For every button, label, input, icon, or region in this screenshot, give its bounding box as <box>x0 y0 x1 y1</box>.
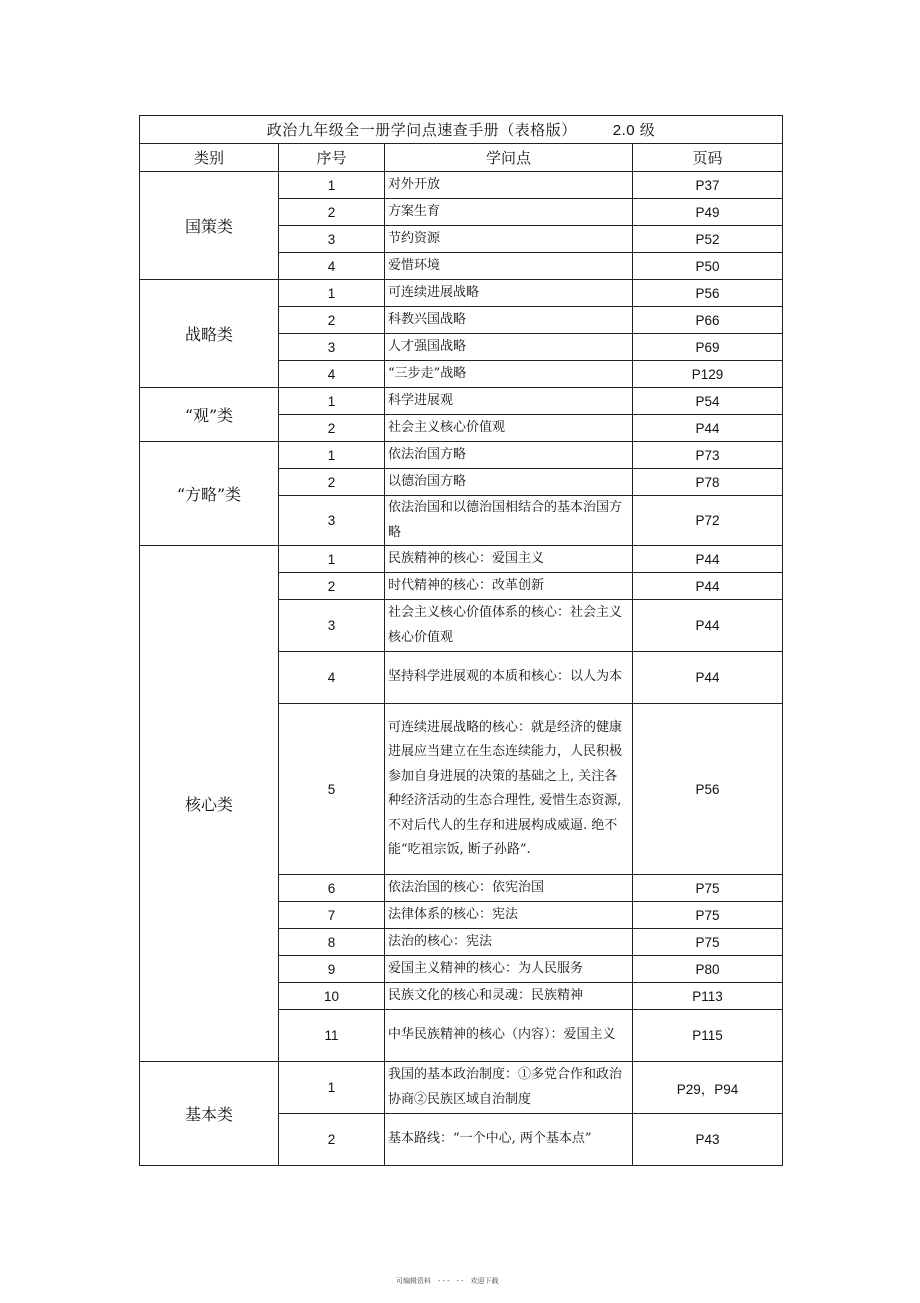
page-cell: P43 <box>633 1114 783 1166</box>
number-cell: 1 <box>279 1062 385 1114</box>
page-cell: P44 <box>633 546 783 573</box>
knowledge-cell: 可连续进展战略的核心：就是经济的健康进展应当建立在生态连续能力，人民积极参加自身进展的决策的基础之上, 关注各种经济活动的生态合理性, 爱惜生态资源, 不对后代人的生存和进展构成威逼. 绝不能“吃祖宗饭, 断子孙路”. <box>385 704 633 875</box>
category-cell: “观”类 <box>140 388 279 442</box>
knowledge-cell: 法律体系的核心：宪法 <box>385 902 633 929</box>
knowledge-cell: 中华民族精神的核心（内容）：爱国主义 <box>385 1010 633 1062</box>
category-cell: 战略类 <box>140 280 279 388</box>
knowledge-cell: 社会主义核心价值观 <box>385 415 633 442</box>
number-cell: 8 <box>279 929 385 956</box>
knowledge-cell: 民族文化的核心和灵魂：民族精神 <box>385 983 633 1010</box>
number-cell: 4 <box>279 652 385 704</box>
page-cell: P75 <box>633 929 783 956</box>
knowledge-cell: 可连续进展战略 <box>385 280 633 307</box>
knowledge-cell: 坚持科学进展观的本质和核心：以人为本 <box>385 652 633 704</box>
table-version: 2.0 级 <box>612 122 656 139</box>
header-row <box>140 144 783 172</box>
page-cell: P49 <box>633 199 783 226</box>
knowledge-cell: 爱惜环境 <box>385 253 633 280</box>
page-cell: P80 <box>633 956 783 983</box>
knowledge-cell: 科教兴国战略 <box>385 307 633 334</box>
knowledge-cell: 以德治国方略 <box>385 469 633 496</box>
number-cell: 1 <box>279 546 385 573</box>
page-cell: P56 <box>633 704 783 875</box>
page-cell: P50 <box>633 253 783 280</box>
number-cell: 3 <box>279 600 385 652</box>
number-cell: 2 <box>279 307 385 334</box>
page-cell: P44 <box>633 415 783 442</box>
number-cell: 2 <box>279 199 385 226</box>
number-cell: 1 <box>279 442 385 469</box>
title-row <box>140 116 783 144</box>
category-cell: 基本类 <box>140 1062 279 1166</box>
table-title-text: 政治九年级全一册学问点速查手册（表格版） <box>266 121 577 139</box>
page-cell: P72 <box>633 496 783 546</box>
table-title <box>140 116 783 144</box>
knowledge-cell: 对外开放 <box>385 172 633 199</box>
knowledge-table <box>139 115 783 1166</box>
knowledge-cell: 科学进展观 <box>385 388 633 415</box>
knowledge-cell: 我国的基本政治制度：①多党合作和政治协商②民族区域自治制度 <box>385 1062 633 1114</box>
page-cell: P69 <box>633 334 783 361</box>
knowledge-cell: 节约资源 <box>385 226 633 253</box>
page-cell: P56 <box>633 280 783 307</box>
knowledge-cell: 人才强国战略 <box>385 334 633 361</box>
number-cell: 2 <box>279 415 385 442</box>
knowledge-cell: 依法治国和以德治国相结合的基本治国方略 <box>385 496 633 546</box>
number-cell: 3 <box>279 496 385 546</box>
page-cell: P115 <box>633 1010 783 1062</box>
page-cell: P75 <box>633 902 783 929</box>
knowledge-cell: 民族精神的核心：爱国主义 <box>385 546 633 573</box>
number-cell: 6 <box>279 875 385 902</box>
number-cell: 10 <box>279 983 385 1010</box>
number-cell: 1 <box>279 172 385 199</box>
number-cell: 9 <box>279 956 385 983</box>
table-row <box>140 280 783 307</box>
number-cell: 4 <box>279 361 385 388</box>
knowledge-cell: 依法治国方略 <box>385 442 633 469</box>
knowledge-cell: 时代精神的核心：改革创新 <box>385 573 633 600</box>
number-cell: 2 <box>279 573 385 600</box>
table-row <box>140 442 783 469</box>
page-cell: P52 <box>633 226 783 253</box>
table-row <box>140 1062 783 1114</box>
table-row <box>140 172 783 199</box>
number-cell: 3 <box>279 226 385 253</box>
header-page: 页码 <box>633 144 783 172</box>
number-cell: 4 <box>279 253 385 280</box>
table-row <box>140 546 783 573</box>
header-number: 序号 <box>279 144 385 172</box>
page-cell: P29，P94 <box>633 1062 783 1114</box>
page-cell: P37 <box>633 172 783 199</box>
page-cell: P44 <box>633 600 783 652</box>
page-cell: P113 <box>633 983 783 1010</box>
knowledge-cell: 方案生育 <box>385 199 633 226</box>
header-category: 类别 <box>140 144 279 172</box>
knowledge-cell: 爱国主义精神的核心：为人民服务 <box>385 956 633 983</box>
page-cell: P73 <box>633 442 783 469</box>
header-knowledge-point: 学问点 <box>385 144 633 172</box>
number-cell: 11 <box>279 1010 385 1062</box>
number-cell: 3 <box>279 334 385 361</box>
knowledge-cell: “三步走”战略 <box>385 361 633 388</box>
number-cell: 2 <box>279 469 385 496</box>
number-cell: 1 <box>279 280 385 307</box>
category-cell: 核心类 <box>140 546 279 1062</box>
page-cell: P129 <box>633 361 783 388</box>
knowledge-cell: 依法治国的核心：依宪治国 <box>385 875 633 902</box>
page-cell: P75 <box>633 875 783 902</box>
number-cell: 5 <box>279 704 385 875</box>
knowledge-cell: 法治的核心：宪法 <box>385 929 633 956</box>
category-cell: 国策类 <box>140 172 279 280</box>
page-cell: P44 <box>633 573 783 600</box>
number-cell: 1 <box>279 388 385 415</box>
page-cell: P54 <box>633 388 783 415</box>
table-row <box>140 388 783 415</box>
number-cell: 7 <box>279 902 385 929</box>
page-cell: P66 <box>633 307 783 334</box>
page-footer: 可编辑资料 - - - - - 欢迎下载 <box>396 1277 499 1285</box>
category-cell: “方略”类 <box>140 442 279 546</box>
knowledge-cell: 基本路线：“一个中心, 两个基本点” <box>385 1114 633 1166</box>
number-cell: 2 <box>279 1114 385 1166</box>
page-cell: P44 <box>633 652 783 704</box>
page-cell: P78 <box>633 469 783 496</box>
knowledge-cell: 社会主义核心价值体系的核心：社会主义核心价值观 <box>385 600 633 652</box>
